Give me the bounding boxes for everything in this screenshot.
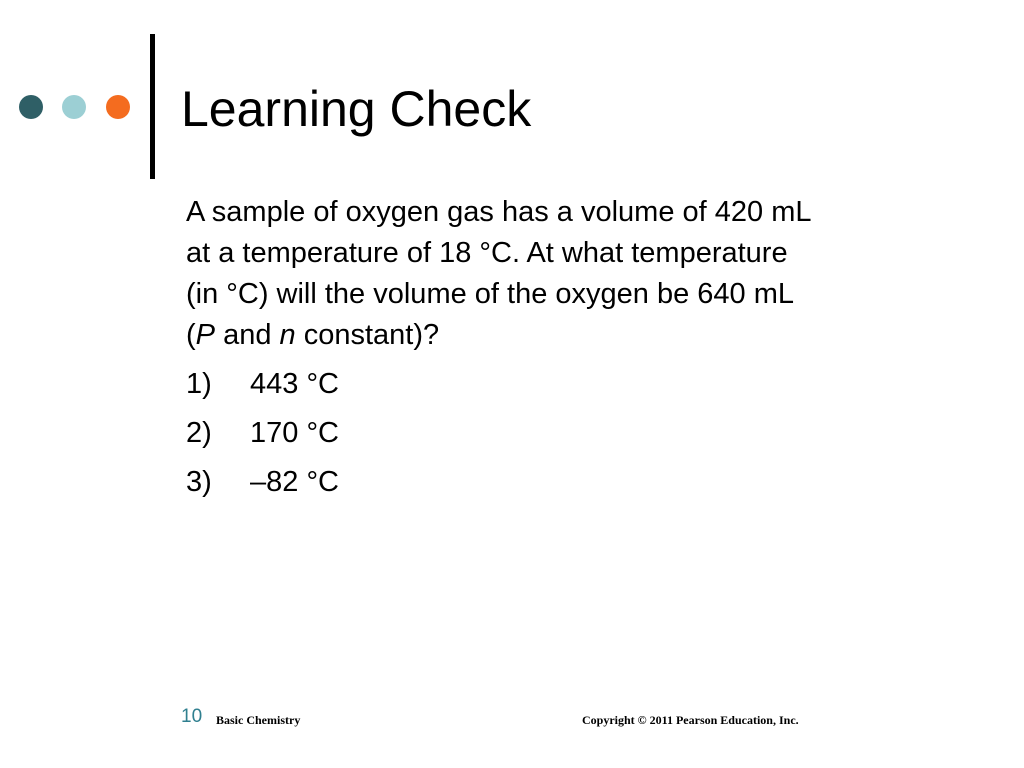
slide-title: Learning Check (181, 81, 532, 137)
title-divider (150, 34, 155, 179)
decorative-dot-orange (106, 95, 130, 119)
question-line-3: (in °C) will the volume of the oxygen be 640 mL (186, 278, 795, 310)
copyright-notice: Copyright © 2011 Pearson Education, Inc. (582, 713, 799, 727)
option-number: 1) (186, 368, 212, 400)
answer-option-2 (186, 413, 966, 454)
answer-option-1 (186, 364, 966, 405)
decorative-dot-dark-teal (19, 95, 43, 119)
slide-body (186, 192, 966, 511)
question-text (186, 192, 966, 356)
option-text: –82 °C (250, 466, 339, 498)
option-number: 2) (186, 417, 212, 449)
constant-text: constant)? (295, 319, 440, 351)
option-text: 443 °C (250, 368, 339, 400)
question-line-4 (186, 315, 966, 356)
and-word: and (215, 319, 280, 351)
variable-p: P (195, 319, 216, 351)
decorative-dot-light-teal (62, 95, 86, 119)
question-line-2: at a temperature of 18 °C. At what temperature (186, 237, 788, 269)
page-number: 10 (181, 706, 203, 727)
option-text: 170 °C (250, 417, 339, 449)
open-paren: ( (186, 319, 196, 351)
answer-option-3 (186, 462, 966, 503)
course-name: Basic Chemistry (216, 713, 301, 727)
option-number: 3) (186, 466, 212, 498)
question-line-1: A sample of oxygen gas has a volume of 420 mL (186, 196, 812, 228)
variable-n: n (279, 319, 296, 351)
